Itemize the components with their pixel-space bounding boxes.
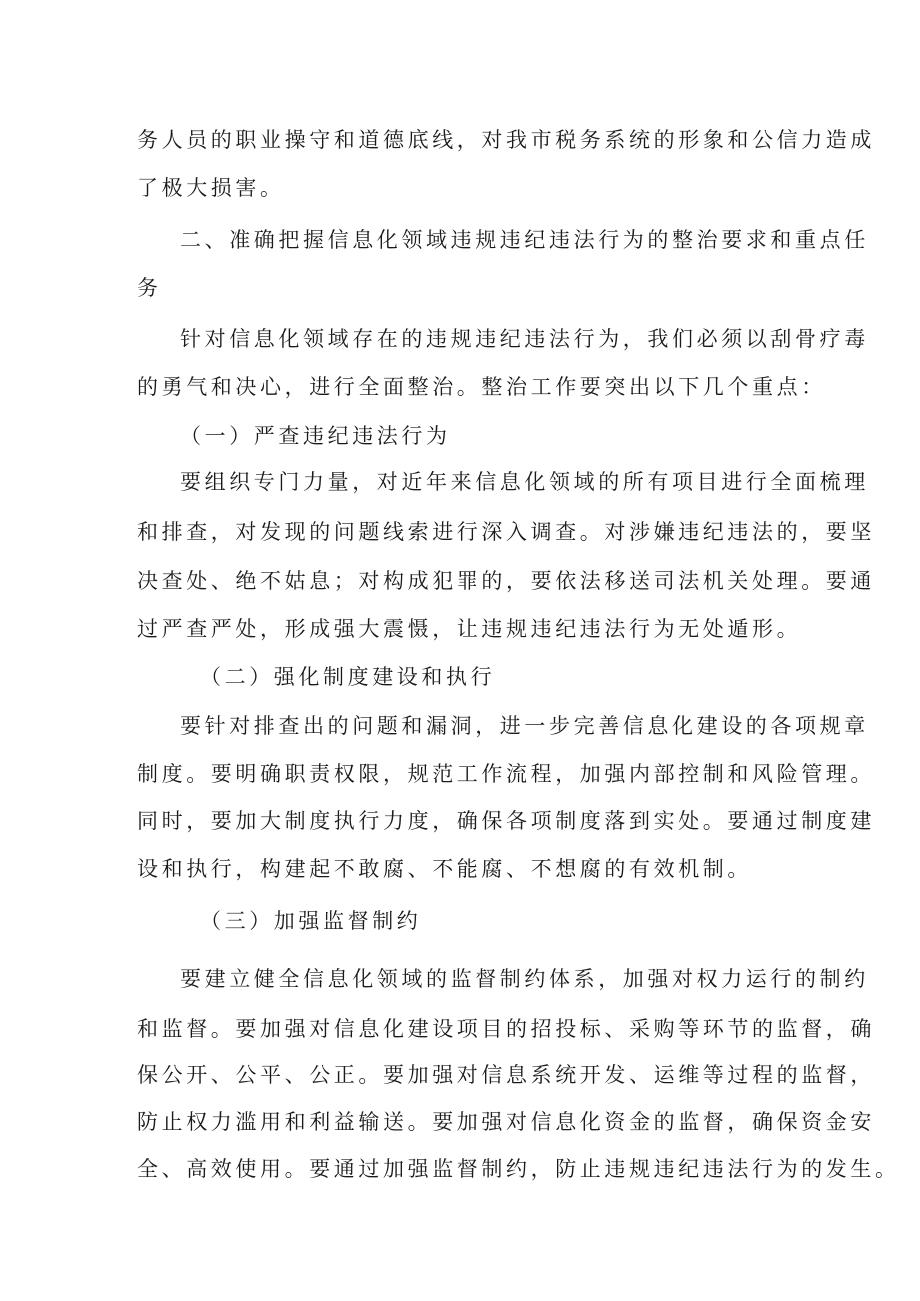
paragraph-line: 针对信息化领域存在的违规违纪违法行为，我们必须以刮骨疗毒 [180, 327, 869, 351]
subsection-heading: （三）加强监督制约 [200, 909, 422, 933]
paragraph-line: 全、高效使用。要通过加强监督制约，防止违规违纪违法行为的发生。 [137, 1157, 900, 1181]
paragraph-line: 防止权力滥用和利益输送。要加强对信息化资金的监督，确保资金安 [137, 1110, 875, 1134]
paragraph-line: 要针对排查出的问题和漏洞，进一步完善信息化建设的各项规章 [180, 714, 869, 738]
subsection-heading: （一）严查违纪违法行为 [180, 424, 451, 448]
paragraph-line: 保公开、公平、公正。要加强对信息系统开发、运维等过程的监督， [137, 1063, 875, 1087]
paragraph-line: 的勇气和决心，进行全面整治。整治工作要突出以下几个重点： [137, 375, 826, 399]
paragraph-line: 了极大损害。 [137, 176, 285, 200]
paragraph-line: 过严查严处，形成强大震慑，让违规违纪违法行为无处遁形。 [137, 617, 802, 641]
paragraph-line: 要组织专门力量，对近年来信息化领域的所有项目进行全面梳理 [180, 470, 869, 494]
section-heading: 二、准确把握信息化领域违规违纪违法行为的整治要求和重点任 [180, 228, 869, 252]
paragraph-line: 决查处、绝不姑息；对构成犯罪的，要依法移送司法机关处理。要通 [137, 569, 875, 593]
paragraph-line: 制度。要明确职责权限，规范工作流程，加强内部控制和风险管理。 [137, 762, 875, 786]
subsection-heading: （二）强化制度建设和执行 [200, 665, 496, 689]
paragraph-line: 务人员的职业操守和道德底线，对我市税务系统的形象和公信力造成 [137, 128, 875, 152]
section-heading-continuation: 务 [137, 276, 162, 300]
paragraph-line: 和排查，对发现的问题线索进行深入调查。对涉嫌违纪违法的，要坚 [137, 520, 875, 544]
paragraph-line: 设和执行，构建起不敢腐、不能腐、不想腐的有效机制。 [137, 857, 752, 881]
paragraph-line: 要建立健全信息化领域的监督制约体系，加强对权力运行的制约 [180, 967, 869, 991]
paragraph-line: 同时，要加大制度执行力度，确保各项制度落到实处。要通过制度建 [137, 809, 875, 833]
paragraph-line: 和监督。要加强对信息化建设项目的招投标、采购等环节的监督，确 [137, 1017, 875, 1041]
